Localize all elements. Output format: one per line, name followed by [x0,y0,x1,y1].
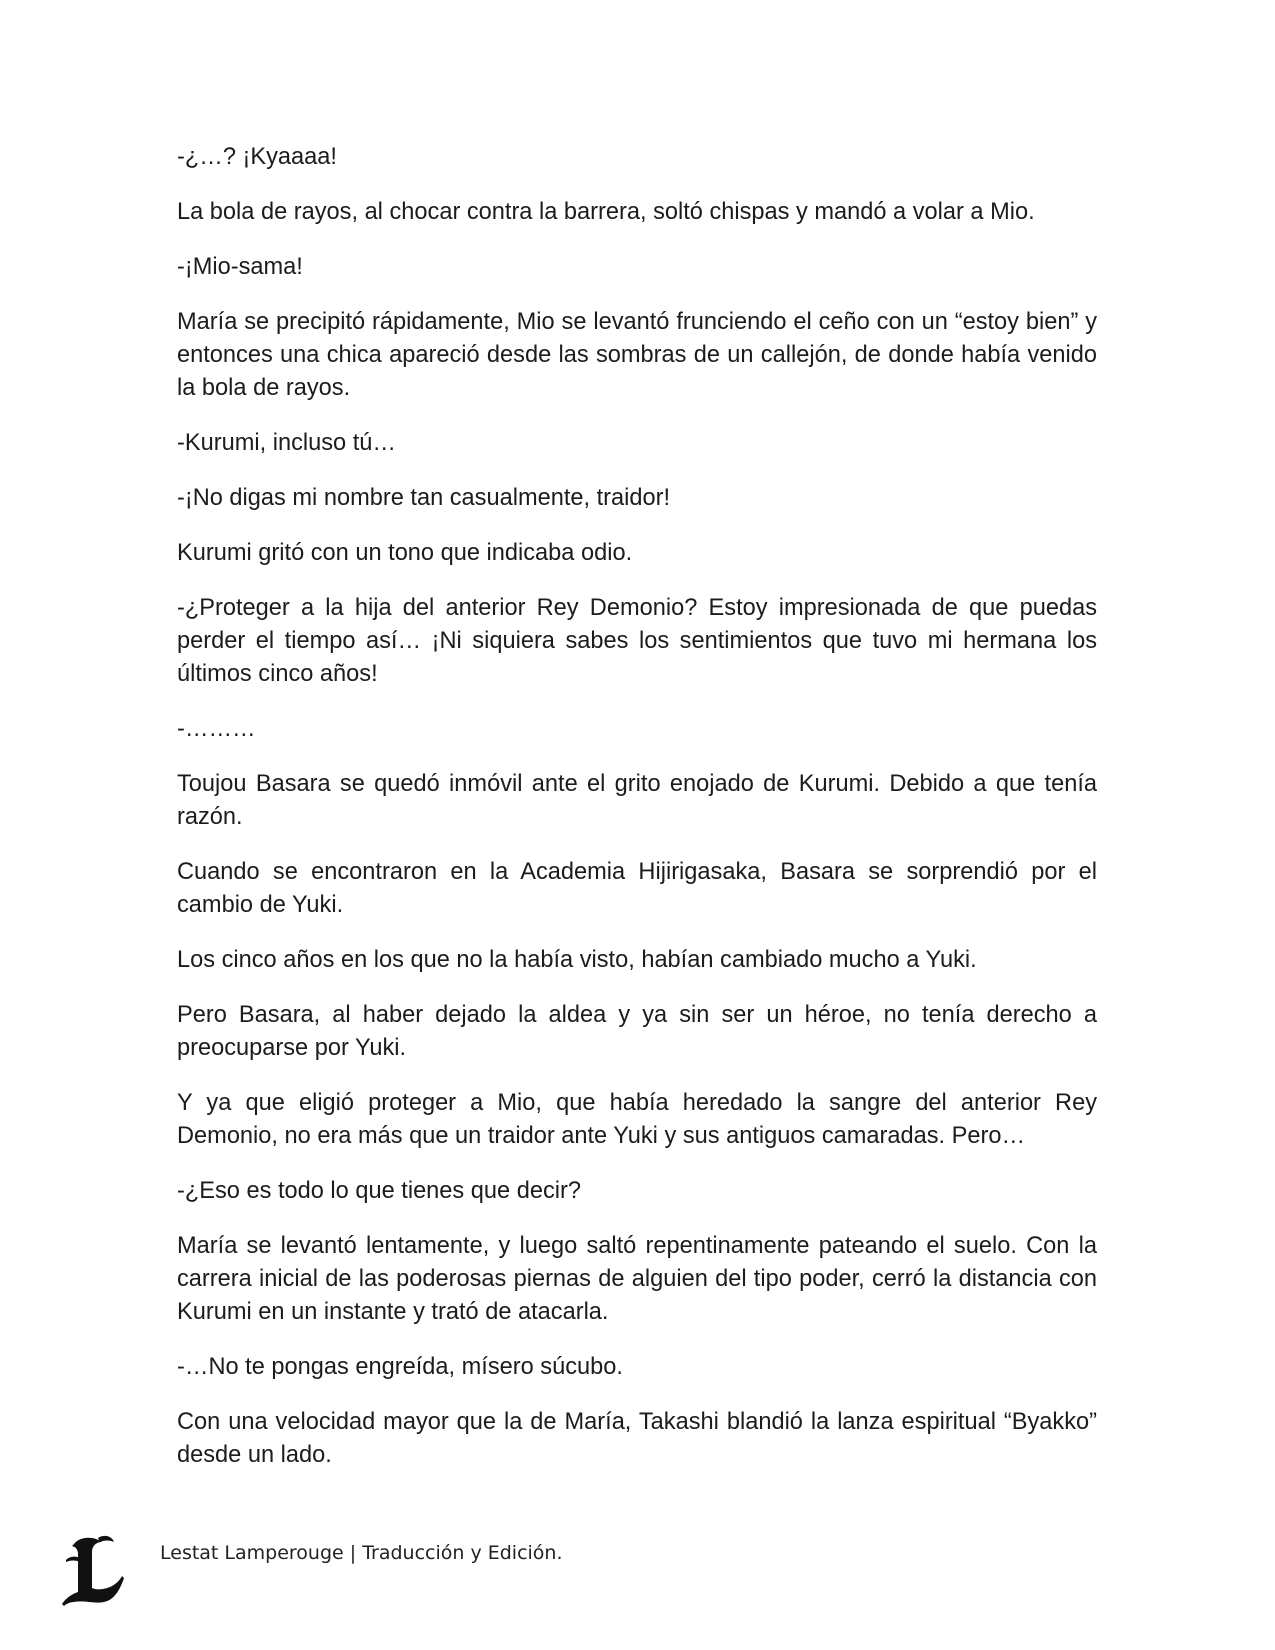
paragraph: La bola de rayos, al chocar contra la barrera, soltó chispas y mandó a volar a Mio. [177,199,1035,225]
paragraph: Cuando se encontraron en la Academia Hijirigasaka, Basara se sorprendió por el cambio de Yuki. [177,859,1097,918]
paragraph: María se precipitó rápidamente, Mio se levantó frunciendo el ceño con un “estoy bien” y entonces una chica apareció desde las sombras de un callejón, de donde había venido la bola de rayos. [177,309,1097,401]
gothic-letter-l-logo-icon [60,1530,130,1610]
paragraph: -¡No digas mi nombre tan casualmente, traidor! [177,485,671,511]
paragraph: Pero Basara, al haber dejado la aldea y ya sin ser un héroe, no tenía derecho a preocuparse por Yuki. [177,1002,1097,1061]
paragraph: -……… [177,716,256,742]
paragraph: -¿Eso es todo lo que tienes que decir? [177,1178,581,1204]
paragraph: Los cinco años en los que no la había visto, habían cambiado mucho a Yuki. [177,947,977,973]
paragraph: Con una velocidad mayor que la de María, Takashi blandió la lanza espiritual “Byakko” desde un lado. [177,1409,1097,1468]
footer-credit: Lestat Lamperouge | Traducción y Edición. [160,1542,563,1564]
paragraph: -¿…? ¡Kyaaaa! [177,144,337,170]
paragraph: María se levantó lentamente, y luego saltó repentinamente pateando el suelo. Con la carrera inicial de las poderosas piernas de alguien del tipo poder, cerró la distancia con Kurumi en un instante y trató de atacarla. [177,1233,1097,1325]
paragraph: -Kurumi, incluso tú… [177,430,396,456]
page-footer [60,1530,660,1610]
body-text [177,141,1097,1494]
paragraph: -¿Proteger a la hija del anterior Rey Demonio? Estoy impresionada de que puedas perder el tiempo así… ¡Ni siquiera sabes los sentimientos que tuvo mi hermana los últimos cinco años! [177,595,1097,687]
paragraph: Y ya que eligió proteger a Mio, que había heredado la sangre del anterior Rey Demonio, no era más que un traidor ante Yuki y sus antiguos camaradas. Pero… [177,1090,1097,1149]
paragraph: -¡Mio-sama! [177,254,303,280]
paragraph: -…No te pongas engreída, mísero súcubo. [177,1354,623,1380]
paragraph: Kurumi gritó con un tono que indicaba odio. [177,540,633,566]
paragraph: Toujou Basara se quedó inmóvil ante el grito enojado de Kurumi. Debido a que tenía razón. [177,771,1097,830]
